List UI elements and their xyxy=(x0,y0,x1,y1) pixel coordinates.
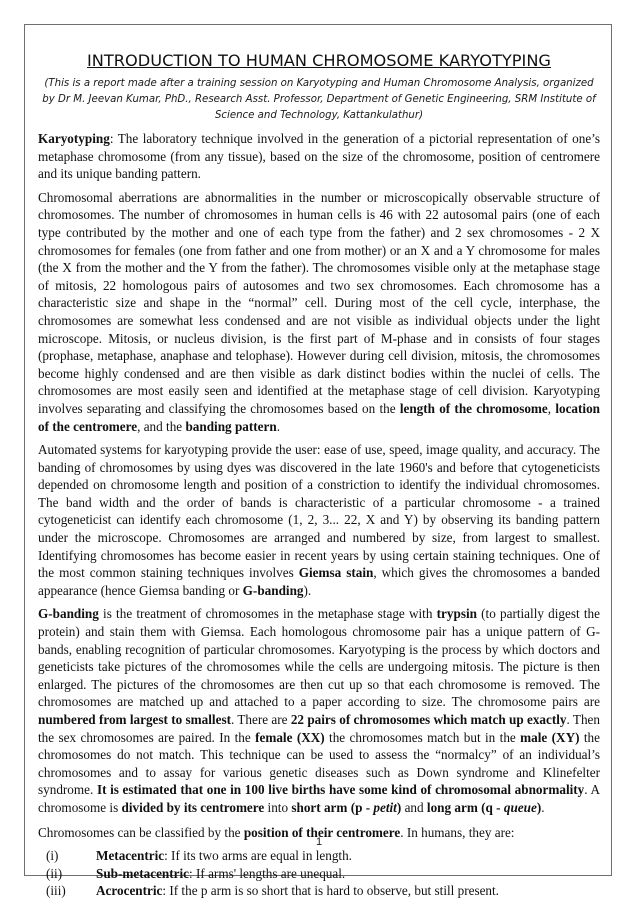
bold-text: 22 pairs of chromosomes which match up exactly xyxy=(290,712,567,727)
list-item xyxy=(38,865,600,883)
paragraph-automated-systems xyxy=(38,441,600,599)
list-text: : If its two arms are equal in length. xyxy=(164,848,352,864)
paragraph-karyotyping-definition xyxy=(38,130,600,183)
paragraph-text: . xyxy=(541,799,545,815)
list-number: (ii) xyxy=(46,865,63,881)
paragraph-text: (to partially digest the protein) and stain them with Giemsa. Each homologous chromosome pair has a unique pattern of G-bands, enabling recognition of particular chromosomes. Karyotyping is the process by which doctors and geneticists take pictures of the chromosomes while the cells are undergoing mitosis. The picture is then enlarged. The pictures of the chromosomes are then cut up so that each chromosome is removed. The chromosomes are matched up and attached to a paper according to size. The chromosome pairs are xyxy=(38,606,600,710)
list-term: Acrocentric xyxy=(96,883,163,899)
list-text: : If the p arm is so short that is hard to observe, but still present. xyxy=(162,883,499,899)
paragraph-text: , which gives the chromosomes a banded appearance (hence Giemsa banding or xyxy=(38,565,601,598)
paragraph-text: is the treatment of chromosomes in the metaphase stage with xyxy=(98,606,437,622)
bold-text: divided by its centromere xyxy=(121,799,265,815)
bold-text: G-banding xyxy=(38,606,99,622)
paragraph-text: , and the xyxy=(137,418,186,434)
paragraph-text: into xyxy=(264,799,292,815)
bold-text: length of the chromosome xyxy=(399,400,548,416)
bold-text: numbered from largest to smallest xyxy=(38,712,231,727)
list-number: (iii) xyxy=(46,883,66,899)
bold-text: position of their centromere xyxy=(243,824,401,840)
list-term: Sub-metacentric xyxy=(96,865,190,881)
paragraph-text: the chromosomes match but in the xyxy=(324,729,521,745)
bold-text: It is estimated that one in 100 live births have some kind of chromosomal abnormality xyxy=(96,782,585,798)
bold-text: male (XY) xyxy=(520,729,580,745)
bold-text: female (XX) xyxy=(255,729,325,745)
list-item xyxy=(38,882,600,900)
paragraph-text: ). xyxy=(303,582,312,598)
paragraph-text: . There are xyxy=(230,712,291,727)
bold-text: long arm (q - xyxy=(426,799,504,815)
document-subtitle: (This is a report made after a training session on Karyotyping and Human Chromosome Analysis, organized by Dr M. Jeevan Kumar, PhD., Research Asst. Professor, Department of Genetic Engineering, SRM Institute of Science and Technology, Kattankulathur) xyxy=(42,78,596,121)
page-number: 1 xyxy=(315,836,323,848)
list-number: (i) xyxy=(46,848,59,864)
bold-text: Giemsa stain xyxy=(298,565,374,581)
paragraph-text: Chromosomal aberrations are abnormalities in the number or microscopically observable structure of chromosomes. The number of chromosomes in human cells is 46 with 22 autosomal pairs (one of each type contributed by the mother and one of each type from the father) and 2 sex chromosomes - 2 X chromosomes for females (one from father and one from mother) or an X and a Y chromosome for males (the X from the mother and the Y from the father). The chromosomes visible only at the metaphase stage of mitosis, 22 homologous pairs of autosomes and two sex chromosomes. Each chromosome has a characteristic size and shape in the “normal” cell. During most of the cell cycle, interphase, the chromosomes are somewhat less condensed and are not visible as individual objects under the light microscope. Mitosis, or nucleus division, is the first part of M-phase and in consists of four stages (prophase, metaphase, anaphase and telophase). However during cell division, mitosis, the chromosomes become highly condensed and are then visible as dark distinct bodies within the nuclei of cells. The chromosomes are most easily seen and identified at the metaphase stage of cell division. Karyotyping involves separating and classifying the chromosomes based on the xyxy=(38,189,600,416)
term-karyotyping: Karyotyping xyxy=(38,131,110,146)
list-term: Metacentric xyxy=(96,848,165,864)
paragraph-text: : The laboratory technique involved in the generation of a pictorial representation of one’s metaphase chromosome (from any tissue), based on the size of the chromosome, position of centromere and its unique banding pattern. xyxy=(38,131,600,182)
bold-text: short arm (p - xyxy=(291,799,374,815)
bold-text: ) xyxy=(396,799,402,815)
bold-text: G-banding xyxy=(242,582,304,598)
bold-text: ) xyxy=(536,799,542,815)
document-title: INTRODUCTION TO HUMAN CHROMOSOME KARYOTYPING xyxy=(87,51,551,70)
paragraph-text: Chromosomes can be classified by the xyxy=(38,824,244,840)
bold-text: trypsin xyxy=(436,606,477,622)
bold-italic-text: petit xyxy=(373,799,397,815)
paragraph-text: . Then the sex chromosomes are paired. In the xyxy=(38,712,600,745)
bold-text: banding pattern xyxy=(185,418,277,434)
paragraph-chromosomal-aberrations xyxy=(38,189,600,435)
paragraph-text: Automated systems for karyotyping provide the user: ease of use, speed, image quality, and accuracy. The banding of chromosomes by using dyes was discovered in the late 1960's and before that cytogeneticists depended on chromosome length and position of a constriction to identify the individual chromosomes. The band width and the order of bands is characteristic of a particular chromosome - a trained cytogeneticist can identify each chromosome (1, 2, 3... 22, X and Y) by observing its banding pattern under the microscope. Chromosomes are arranged and numbered by size, from largest to smallest. Identifying chromosomes has become easier in recent years by using certain staining techniques. One of the most common staining techniques involves xyxy=(38,442,600,581)
paragraph-text: . A chromosome is xyxy=(38,782,600,815)
document-page xyxy=(38,50,600,900)
list-item xyxy=(38,847,600,865)
bold-text: location of the centromere xyxy=(38,400,601,434)
paragraph-text: and xyxy=(401,799,427,815)
centromere-classification-list xyxy=(38,847,600,900)
list-text: : If arms' lengths are unequal. xyxy=(189,865,346,881)
paragraph-text: the chromosomes do not match. This technique can be used to assess the “normalcy” of an individual’s chromosomes and to assay for various genetic diseases such as Down syndrome and Klinefelter syndrome. xyxy=(38,729,600,798)
paragraph-text: . xyxy=(276,418,280,434)
bold-italic-text: queue xyxy=(503,799,537,815)
paragraph-text: , xyxy=(547,400,556,416)
paragraph-text: . In humans, they are: xyxy=(400,824,515,840)
paragraph-g-banding xyxy=(38,605,600,816)
